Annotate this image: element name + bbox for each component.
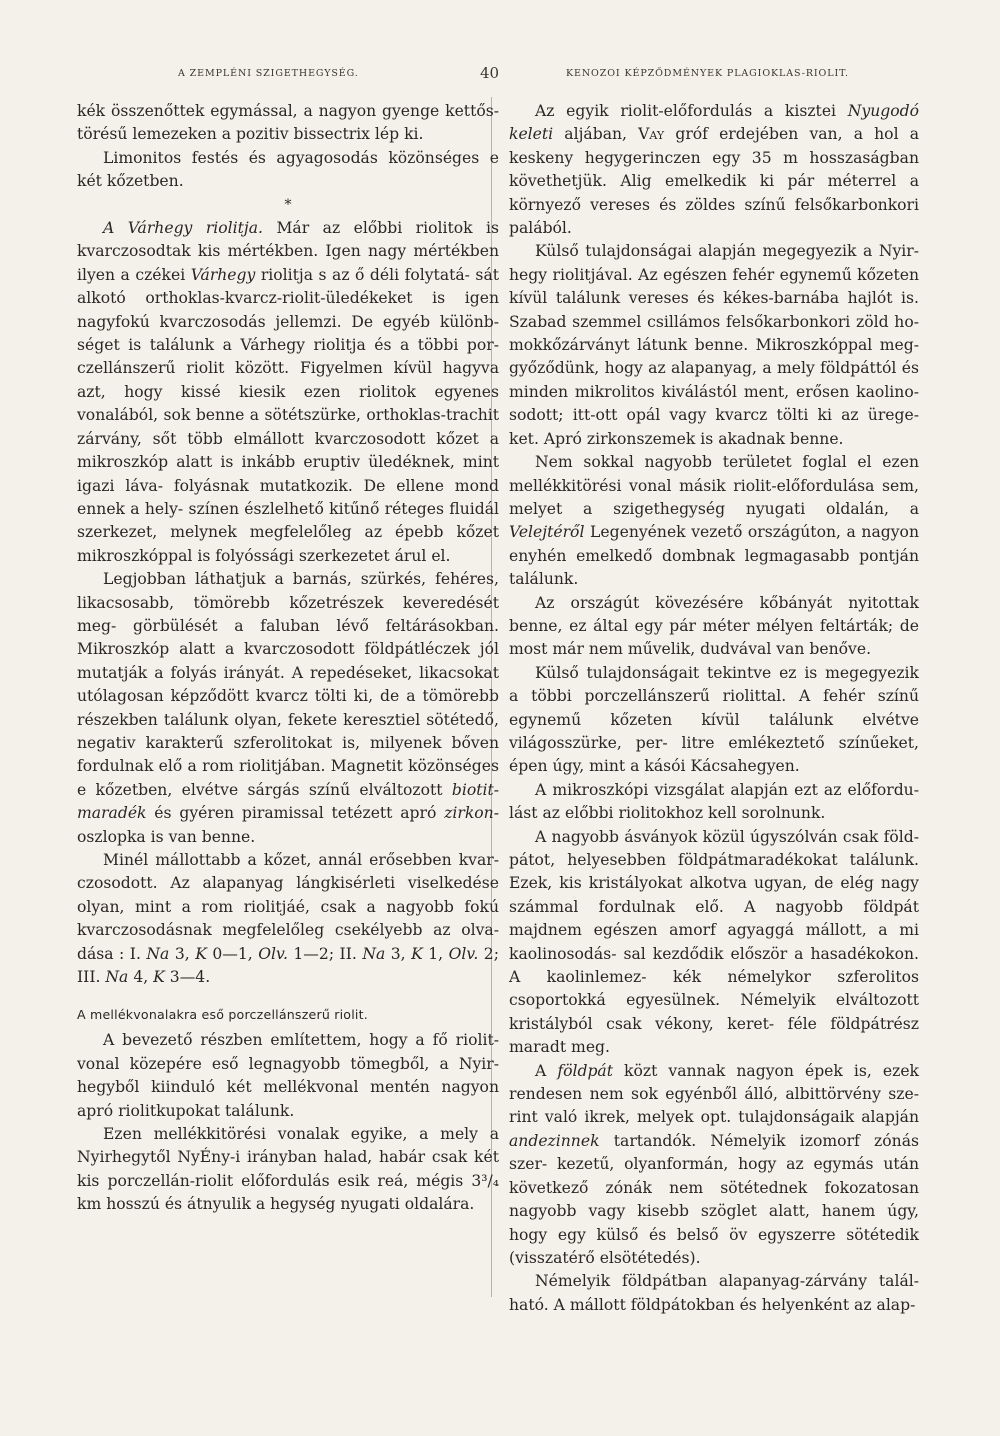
text-run: Minél mállottabb a kőzet, annál erősebben kvar- czosodott. Az alapanyag lángkisérleti viselkedése olyan, mint a rom riolitjáé, csak a nagyobb fokú kvarczosodásnak megfelelőleg csekélyebb az olva- dása : I. [77,851,499,963]
text-run: Legenyének vezető országúton, a nagyon enyhén emelkedő dombnak legmagasabb pontján találunk. [509,523,919,589]
paragraph: Az országút kövezésére kőbányát nyitottak benne, ez által egy pár méter mélyen feltárták; de most már nem művelik, dudvával van benőve. [509,593,919,659]
paragraph: A mikroszkópi vizsgálat alapján ezt az előfordu- lást az előbbi riolitokhoz kell sorolnunk. [509,780,919,823]
text-run: közt vannak nagyon épek is, ezek rendesen nem sok egyénből álló, albittörvény sze- rint való ikrek, melyek opt. tulajdonságaik alapján [509,1061,919,1127]
italic-run: Olv. [258,944,288,963]
right-column [509,100,919,1317]
italic-run: Na [362,944,386,963]
section-title-italic: A Várhegy riolitja. [103,219,263,238]
italic-run: andezinnek [509,1131,600,1150]
paragraph [77,568,499,849]
italic-run: zirkon- [444,804,499,823]
running-head-right: KENOZOI KÉPZŐDMÉNYEK PLAGIOKLAS-RIOLIT. [566,68,849,79]
text-run: és gyéren piramissal tetézett apró [146,804,445,823]
text-run: 2; III. [77,944,499,987]
paragraph [509,100,919,240]
text-run: 1, [422,944,449,963]
running-head-left: A ZEMPLÉNI SZIGETHEGYSÉG. [178,68,359,79]
italic-run: K [195,944,207,963]
paragraph: A bevezető részben említettem, hogy a fő riolit- vonal közepére eső legnagyobb tömegből, a Nyir- hegyből kiinduló két mellékvonal mentén nagyon apró riolitkupokat találunk. [77,1031,499,1120]
text-run: Legjobban láthatjuk a barnás, szürkés, fehéres, likacsosabb, tömörebb kőzetrészek keveredését meg- görbülését a faluban lévő feltárásokban. Mikroszkóp alatt a kvarczosodott földpátléczek jól mutatják a folyás irányát. A repedéseket, likacsokat utólagosan képződött kvarcz tölti ki, de a tömörebb részekben találunk olyan, fekete keresztiel sötétedő, negativ karakterű szferolitokat is, milyenek bőven fordulnak elő a rom riolitjában. Magnetit közönséges e kőzetben, elvétve sárgás színű elváltozott [77,570,499,799]
italic-run: Na [146,944,170,963]
text-run: aljában, [553,125,639,144]
paragraph: Külső tulajdonságait tekintve ez is megegyezik a többi porczellánszerű riolittal. A fehér színű egynemű kőzeten kívül találunk elvétve világosszürke, per- litre emlékeztető színűeket, épen úgy, mint a kásói Kácsahegyen. [509,663,919,776]
paragraph [509,451,919,591]
text-run: 1—2; II. [287,944,363,963]
italic-run: K [153,968,165,987]
text-run: 3, [169,944,196,963]
text-run: 3—4. [164,968,211,987]
italic-run: földpát [557,1061,613,1080]
text-run: oszlopka is van benne. [77,827,256,846]
left-column [77,100,499,1217]
paragraph: Ezen mellékkitörési vonalak egyike, a mely a Nyirhegytől NyÉny-i irányban halad, habár csak két kis porczellán-riolit előfordulás esik reá, mégis 3³/₄ km hosszú és átnyulik a hegység nyugati oldalára. [77,1125,499,1214]
paragraph: Külső tulajdonságai alapján megegyezik a Nyir- hegy riolitjával. Az egészen fehér egynemű kőzeten kívül találunk vereses és kékes-barnába hajlót is. Szabad szemmel csillámos felsőkarbonkori zöld ho- mokkőzárványt látunk benne. Mikroszkóppal meg- győződünk, hogy az alapanyag, a mely földpáttól és minden mikrolitos kiválástól ment, erősen kaolino- sodott; itt-ott opál vagy kvarcz tölti ki az ürege- ket. Apró zirkonszemek is akadnak benne. [509,242,919,448]
italic-run: Velejtéről [509,523,585,542]
italic-run: K [411,944,423,963]
subsection-heading: A mellékvonalakra eső porczellánszerű riolit. [77,1007,368,1023]
section-separator-asterisk: * [284,196,292,213]
text-run: riolitja s az ő déli folytatá- sát alkotó orthoklas-kvarcz-riolit-üledékeket is igen nagyfokú kvarczosodás jellemzi. De egyéb különb- séget is találunk a Várhegy riolitja és a többi por- czellánszerű riolit között. Figyelmen kívül hagyva azt, hogy kissé kiesik ezen riolitok egyenes vonalából, sok benne a sötétszürke, orthoklas-trachit zárvány, sőt több elmállott kvarczosodott kőzet a mikroszkóp alatt is inkább eruptiv üledéknek, mint igazi láva- folyásnak mutatkozik. De ellene mond ennek a hely- színen észlelhető kitűnő réteges fluidál szerkezet, melynek megfelelőleg az épebb kőzet mikroszkóppal is folyóssági szerkezetet árul el. [77,265,500,565]
text-run: gróf erdejében van, a hol a keskeny hegygerinczen egy 35 m hosszaságban követhetjük. Alig emelkedik ki pár méterrel a környező vereses és zöldes színű felsőkarbonkori palából. [509,125,920,238]
text-run: tartandók. Némelyik izomorf zónás szer- kezetű, olyanformán, hogy az egymás után következő zónák nem sötétednek fokozatosan nagyobb vagy kisebb szöglet alatt, hanem úgy, hogy egy külső és belső öv egyszerre sötétedik (visszatérő elsötétedés). [509,1131,919,1267]
italic-run: Nyugodó keleti [509,102,919,144]
paragraph: Limonitos festés és agyagosodás közönséges e két kőzetben. [77,148,499,191]
text-run: Nem sokkal nagyobb területet foglal el ezen mellékkitörési vonal másik riolit-előfordulása sem, melyet a szigethegység nyugati oldalán, a [509,453,919,518]
page-number: 40 [480,64,500,82]
paragraph: kék összenőttek egymással, a nagyon gyenge kettős- törésű lemezeken a pozitiv bissectrix lép ki. [77,102,499,144]
small-caps-name: Vay [638,125,665,144]
paragraph: A nagyobb ásványok közül úgyszólván csak föld- pátot, helyesebben földpátmaradékokat találunk. Ezek, kis kristályokat alkotva ugyan, de elég nagy számmal fordulnak elő. A nagyobb földpát majdnem egészen amorf agyaggá mállott, a mi kaolinosodás- sal kezdődik először a hasadékokon. A kaolinlemez- kék némelykor szferolitos csoportokká egyesülnek. Némelyik elváltozott kristályból csak vékony, keret- féle földpátrész maradt meg. [509,827,919,1057]
text-run: 4, [128,968,154,987]
text-run: Már az előbbi riolitok is kvarczosodtak kis mértékben. Igen nagy mértékben ilyen a czékei [77,219,500,284]
paragraph [77,217,499,568]
paragraph: Némelyik földpátban alapanyag-zárvány talál- ható. A mállott földpátokban és helyenként az alap- [509,1272,919,1314]
italic-run: Olv. [448,944,479,963]
paragraph [509,1060,919,1271]
text-run: A [535,1061,558,1080]
italic-run: biotit- maradék [77,780,499,823]
text-run: 0—1, [206,944,259,963]
text-run: Az egyik riolit-előfordulás a kisztei [535,102,848,120]
italic-run: Na [105,968,129,987]
italic-run: Várhegy [190,265,256,284]
text-run: 3, [385,944,412,963]
paragraph [77,849,499,989]
